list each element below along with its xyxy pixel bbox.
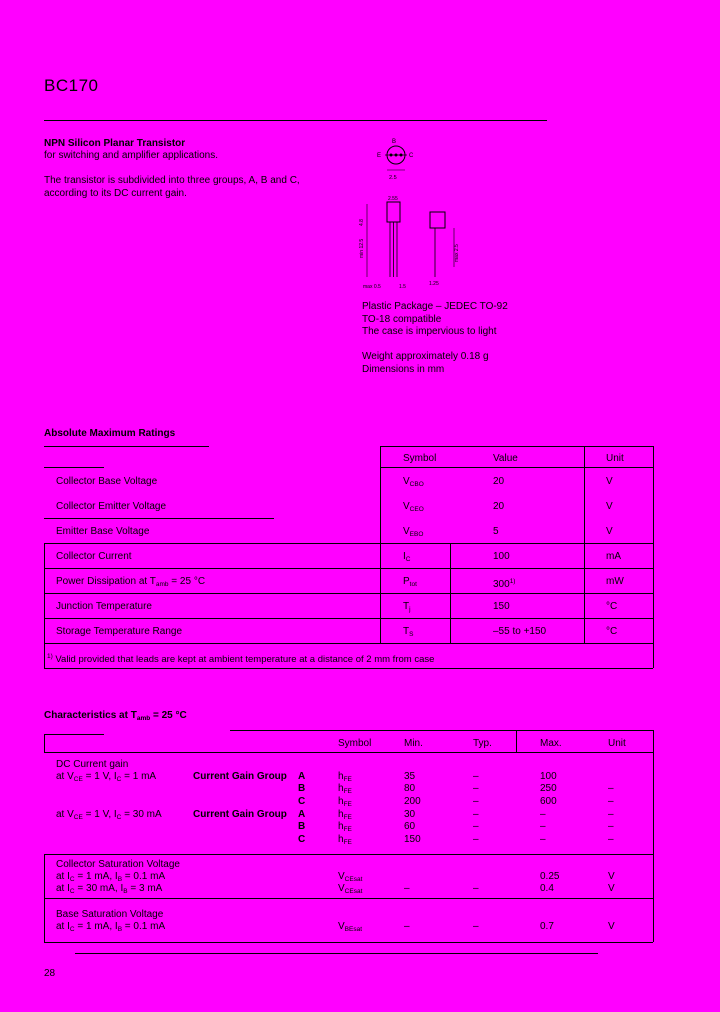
typ-cell: – bbox=[473, 883, 479, 894]
max-cell: 0.25 bbox=[540, 871, 560, 882]
param-text: Collector Emitter Voltage bbox=[56, 501, 167, 512]
typ-cell: – bbox=[473, 771, 479, 782]
min-cell: 80 bbox=[404, 783, 416, 794]
symbol-sub: CBO bbox=[409, 481, 424, 488]
cond-text: = 3 mA bbox=[127, 883, 163, 894]
side-view-body bbox=[387, 202, 400, 222]
value-cell bbox=[493, 475, 504, 488]
symbol-sub: FE bbox=[343, 814, 352, 821]
cond-text: = 0.1 mA bbox=[122, 871, 166, 882]
package-outline-svg bbox=[355, 132, 555, 292]
label-c: C bbox=[409, 153, 414, 159]
char-col-max: Max. bbox=[540, 738, 562, 749]
min-cell: 200 bbox=[404, 796, 421, 807]
label-d5: max 0.5 bbox=[363, 284, 381, 290]
gain-condition-2 bbox=[56, 808, 162, 824]
param-text: Emitter Base Voltage bbox=[56, 526, 150, 537]
min-cell: 35 bbox=[404, 771, 416, 782]
char-heading-tail: = 25 °C bbox=[150, 710, 187, 721]
table-vrule bbox=[516, 730, 517, 752]
max-cell: 250 bbox=[540, 783, 557, 794]
label-d7: max 2.5 bbox=[454, 244, 460, 262]
value-sup: 1) bbox=[509, 578, 516, 585]
param-text: Power Dissipation at T bbox=[56, 576, 156, 587]
symbol-text: V bbox=[338, 921, 345, 932]
symbol-cell bbox=[338, 833, 352, 849]
symbol-sub: FE bbox=[343, 826, 352, 833]
gain-condition-1 bbox=[56, 770, 156, 786]
condition bbox=[56, 882, 162, 898]
table-rule bbox=[380, 467, 653, 468]
param-text: Storage Temperature Range bbox=[56, 626, 183, 637]
label-d2: 2.55 bbox=[388, 196, 398, 202]
table-rule bbox=[44, 467, 104, 468]
label-d3: 1.5 bbox=[399, 284, 406, 290]
symbol-sub: C bbox=[405, 556, 411, 563]
cond-sub: B bbox=[117, 926, 123, 933]
package-line2: TO-18 compatible bbox=[362, 314, 442, 325]
symbol-sub: FE bbox=[343, 788, 352, 795]
value-text: 100 bbox=[493, 551, 510, 562]
char-col-typ: Typ. bbox=[473, 738, 492, 749]
abs-footnote bbox=[47, 651, 434, 666]
typ-cell: – bbox=[473, 834, 479, 845]
unit-cell: – bbox=[608, 783, 614, 794]
max-cell: – bbox=[540, 821, 546, 832]
symbol-text: h bbox=[338, 809, 344, 820]
param-label bbox=[56, 525, 149, 538]
table-vrule bbox=[44, 734, 45, 752]
cond-text: = 1 mA, I bbox=[74, 921, 118, 932]
table-vrule bbox=[450, 543, 451, 643]
symbol-cell bbox=[403, 500, 424, 516]
table-vrule bbox=[653, 730, 654, 942]
min-cell: – bbox=[404, 883, 410, 894]
symbol-text: h bbox=[338, 821, 344, 832]
symbol-text: h bbox=[338, 796, 344, 807]
cond-text: = 1 V, I bbox=[82, 809, 117, 820]
symbol-text: V bbox=[338, 871, 345, 882]
table-rule bbox=[44, 942, 653, 943]
label-d1: 4.8 bbox=[359, 219, 365, 226]
table-rule bbox=[44, 593, 653, 594]
cond-text: = 1 mA, I bbox=[74, 871, 118, 882]
symbol-sub: S bbox=[409, 631, 414, 638]
max-cell: 0.4 bbox=[540, 883, 554, 894]
max-cell: 0.7 bbox=[540, 921, 554, 932]
footnote-mark: 1) bbox=[47, 653, 53, 660]
table-rule bbox=[44, 752, 653, 753]
cond-text: = 30 mA bbox=[121, 809, 162, 820]
csat-label: Collector Saturation Voltage bbox=[56, 859, 180, 870]
table-vrule bbox=[44, 543, 45, 668]
symbol-cell bbox=[403, 525, 423, 541]
dc-gain-label: DC Current gain bbox=[56, 759, 129, 770]
intro-para-line2: according to its DC current gain. bbox=[44, 188, 187, 199]
unit-cell: °C bbox=[606, 601, 618, 612]
table-vrule bbox=[44, 854, 45, 942]
param-text: Junction Temperature bbox=[56, 601, 152, 612]
symbol-text: V bbox=[403, 526, 410, 537]
cond-text: at I bbox=[56, 883, 70, 894]
max-cell: – bbox=[540, 834, 546, 845]
symbol-text: T bbox=[403, 626, 410, 637]
cond-text: = 1 mA bbox=[121, 771, 157, 782]
symbol-sub: FE bbox=[343, 801, 352, 808]
label-b: B bbox=[392, 139, 397, 145]
group-letter: B bbox=[298, 783, 306, 794]
unit-cell: V bbox=[606, 501, 613, 512]
intro-line: for switching and amplifier applications. bbox=[44, 150, 218, 161]
table-rule bbox=[44, 854, 653, 855]
symbol-cell bbox=[338, 882, 362, 898]
unit-cell: – bbox=[608, 796, 614, 807]
param-label bbox=[56, 500, 166, 513]
min-cell: 60 bbox=[404, 821, 416, 832]
symbol-text: V bbox=[338, 883, 345, 894]
symbol-sub: EBO bbox=[409, 531, 424, 538]
cond-sub: C bbox=[69, 876, 75, 883]
group-letter: A bbox=[298, 771, 306, 782]
value-text: 5 bbox=[493, 526, 499, 537]
unit-cell: °C bbox=[606, 626, 618, 637]
symbol-sub: FE bbox=[343, 839, 352, 846]
table-rule bbox=[44, 734, 104, 735]
col-value: Value bbox=[493, 453, 518, 464]
param-text: Collector Current bbox=[56, 551, 132, 562]
value-text: 150 bbox=[493, 601, 510, 612]
side-view-2-body bbox=[430, 212, 445, 228]
symbol-cell bbox=[403, 600, 411, 616]
group-letter: C bbox=[298, 834, 306, 845]
min-cell: 150 bbox=[404, 834, 421, 845]
condition bbox=[56, 920, 165, 936]
char-heading bbox=[44, 709, 187, 725]
symbol-sub: BEsat bbox=[344, 926, 363, 933]
page-number: 28 bbox=[44, 968, 56, 979]
symbol-text: I bbox=[403, 551, 406, 562]
cond-text: = 1 V, I bbox=[82, 771, 117, 782]
symbol-cell bbox=[338, 920, 362, 936]
cond-sub: C bbox=[69, 888, 75, 895]
typ-cell: – bbox=[473, 821, 479, 832]
param-tail: = 25 °C bbox=[168, 576, 206, 587]
symbol-text: h bbox=[338, 783, 344, 794]
table-vrule bbox=[584, 446, 585, 643]
cond-text: at I bbox=[56, 871, 70, 882]
table-rule bbox=[44, 543, 653, 544]
table-vrule bbox=[380, 446, 381, 643]
value-cell bbox=[493, 575, 515, 591]
table-rule bbox=[230, 730, 653, 731]
typ-cell: – bbox=[473, 783, 479, 794]
pin-dot-b bbox=[395, 154, 398, 157]
cond-sub: CE bbox=[73, 814, 83, 821]
char-heading-text: Characteristics at T bbox=[44, 710, 137, 721]
symbol-text: h bbox=[338, 771, 344, 782]
value-text: 300 bbox=[493, 579, 510, 590]
package-line5: Dimensions in mm bbox=[362, 364, 445, 375]
col-unit: Unit bbox=[606, 453, 624, 464]
char-col-unit: Unit bbox=[608, 738, 626, 749]
symbol-sub: FE bbox=[343, 776, 352, 783]
device-heading: NPN Silicon Planar Transistor bbox=[44, 138, 186, 149]
value-cell bbox=[493, 550, 510, 563]
symbol-text: V bbox=[403, 501, 410, 512]
intro-para-line1: The transistor is subdivided into three groups, A, B and C, bbox=[44, 175, 300, 186]
param-text: Collector Base Voltage bbox=[56, 476, 158, 487]
max-cell: 100 bbox=[540, 771, 557, 782]
symbol-sub: CEsat bbox=[344, 888, 363, 895]
group-letter: B bbox=[298, 821, 306, 832]
symbol-cell bbox=[403, 475, 424, 491]
symbol-text: h bbox=[338, 834, 344, 845]
max-cell: 600 bbox=[540, 796, 557, 807]
char-col-min: Min. bbox=[404, 738, 423, 749]
table-rule bbox=[44, 618, 653, 619]
param-label bbox=[56, 625, 182, 638]
symbol-text: V bbox=[403, 476, 410, 487]
symbol-sub: CEO bbox=[409, 506, 424, 513]
footer-rule bbox=[75, 953, 598, 954]
typ-cell: – bbox=[473, 809, 479, 820]
group-label: Current Gain Group bbox=[193, 771, 287, 782]
cond-sub: C bbox=[116, 814, 122, 821]
param-label bbox=[56, 550, 132, 563]
cond-sub: B bbox=[117, 876, 123, 883]
max-cell: – bbox=[540, 809, 546, 820]
unit-cell: V bbox=[608, 883, 615, 894]
param-label bbox=[56, 600, 152, 613]
cond-text: at V bbox=[56, 771, 74, 782]
cond-text: = 0.1 mA bbox=[122, 921, 166, 932]
pin-dot-e bbox=[390, 154, 393, 157]
footnote-text: Valid provided that leads are kept at ambient temperature at a distance of 2 mm from case bbox=[55, 654, 435, 665]
group-label: Current Gain Group bbox=[193, 809, 287, 820]
symbol-sub: tot bbox=[409, 581, 417, 588]
param-label bbox=[56, 575, 205, 591]
table-rule bbox=[44, 446, 209, 447]
table-rule bbox=[44, 668, 653, 669]
abs-max-heading: Absolute Maximum Ratings bbox=[44, 428, 176, 439]
symbol-text: P bbox=[403, 576, 410, 587]
package-line4: Weight approximately 0.18 g bbox=[362, 351, 489, 362]
char-heading-sub: amb bbox=[136, 715, 151, 722]
label-dim-top: 2.5 bbox=[389, 175, 397, 181]
typ-cell: – bbox=[473, 796, 479, 807]
unit-cell: mW bbox=[606, 576, 624, 587]
group-letter: C bbox=[298, 796, 306, 807]
col-symbol: Symbol bbox=[403, 453, 437, 464]
cond-text: at V bbox=[56, 809, 74, 820]
value-text: 20 bbox=[493, 476, 505, 487]
symbol-cell bbox=[403, 575, 417, 591]
value-text: –55 to +150 bbox=[493, 626, 547, 637]
symbol-cell bbox=[403, 625, 413, 641]
cond-sub: C bbox=[116, 776, 122, 783]
header-rule bbox=[44, 120, 547, 121]
char-col-symbol: Symbol bbox=[338, 738, 372, 749]
unit-cell: mA bbox=[606, 551, 621, 562]
min-cell: 30 bbox=[404, 809, 416, 820]
table-rule bbox=[44, 898, 653, 899]
typ-cell: – bbox=[473, 921, 479, 932]
cond-sub: B bbox=[123, 888, 128, 895]
label-d6: 1.25 bbox=[429, 281, 439, 287]
cond-sub: C bbox=[69, 926, 75, 933]
unit-cell: V bbox=[608, 921, 615, 932]
cond-text: at I bbox=[56, 921, 70, 932]
table-rule bbox=[44, 518, 274, 519]
unit-cell: – bbox=[608, 821, 614, 832]
table-rule bbox=[380, 446, 653, 447]
table-rule bbox=[44, 643, 653, 644]
param-label bbox=[56, 475, 157, 488]
pin-dot-c bbox=[400, 154, 403, 157]
value-cell bbox=[493, 525, 499, 538]
cond-text: = 30 mA, I bbox=[74, 883, 124, 894]
unit-cell: – bbox=[608, 834, 614, 845]
part-number-title: BC170 bbox=[44, 76, 99, 95]
symbol-text: T bbox=[403, 601, 410, 612]
param-sub: amb bbox=[155, 581, 169, 588]
value-cell bbox=[493, 600, 510, 613]
min-cell: – bbox=[404, 921, 410, 932]
group-letter: A bbox=[298, 809, 306, 820]
label-d4: min 12.5 bbox=[359, 238, 365, 258]
value-cell bbox=[493, 625, 546, 638]
package-line1: Plastic Package – JEDEC TO-92 bbox=[362, 301, 508, 312]
value-text: 20 bbox=[493, 501, 505, 512]
package-drawing bbox=[355, 132, 555, 292]
value-cell bbox=[493, 500, 504, 513]
table-rule bbox=[44, 568, 653, 569]
unit-cell: – bbox=[608, 809, 614, 820]
table-vrule bbox=[653, 446, 654, 668]
symbol-sub: CEsat bbox=[344, 876, 363, 883]
unit-cell: V bbox=[608, 871, 615, 882]
unit-cell: V bbox=[606, 476, 613, 487]
bsat-label: Base Saturation Voltage bbox=[56, 909, 164, 920]
label-e: E bbox=[377, 153, 382, 159]
package-line3: The case is impervious to light bbox=[362, 326, 497, 337]
symbol-sub: j bbox=[409, 606, 411, 613]
unit-cell: V bbox=[606, 526, 613, 537]
cond-sub: CE bbox=[73, 776, 83, 783]
symbol-cell bbox=[403, 550, 410, 566]
